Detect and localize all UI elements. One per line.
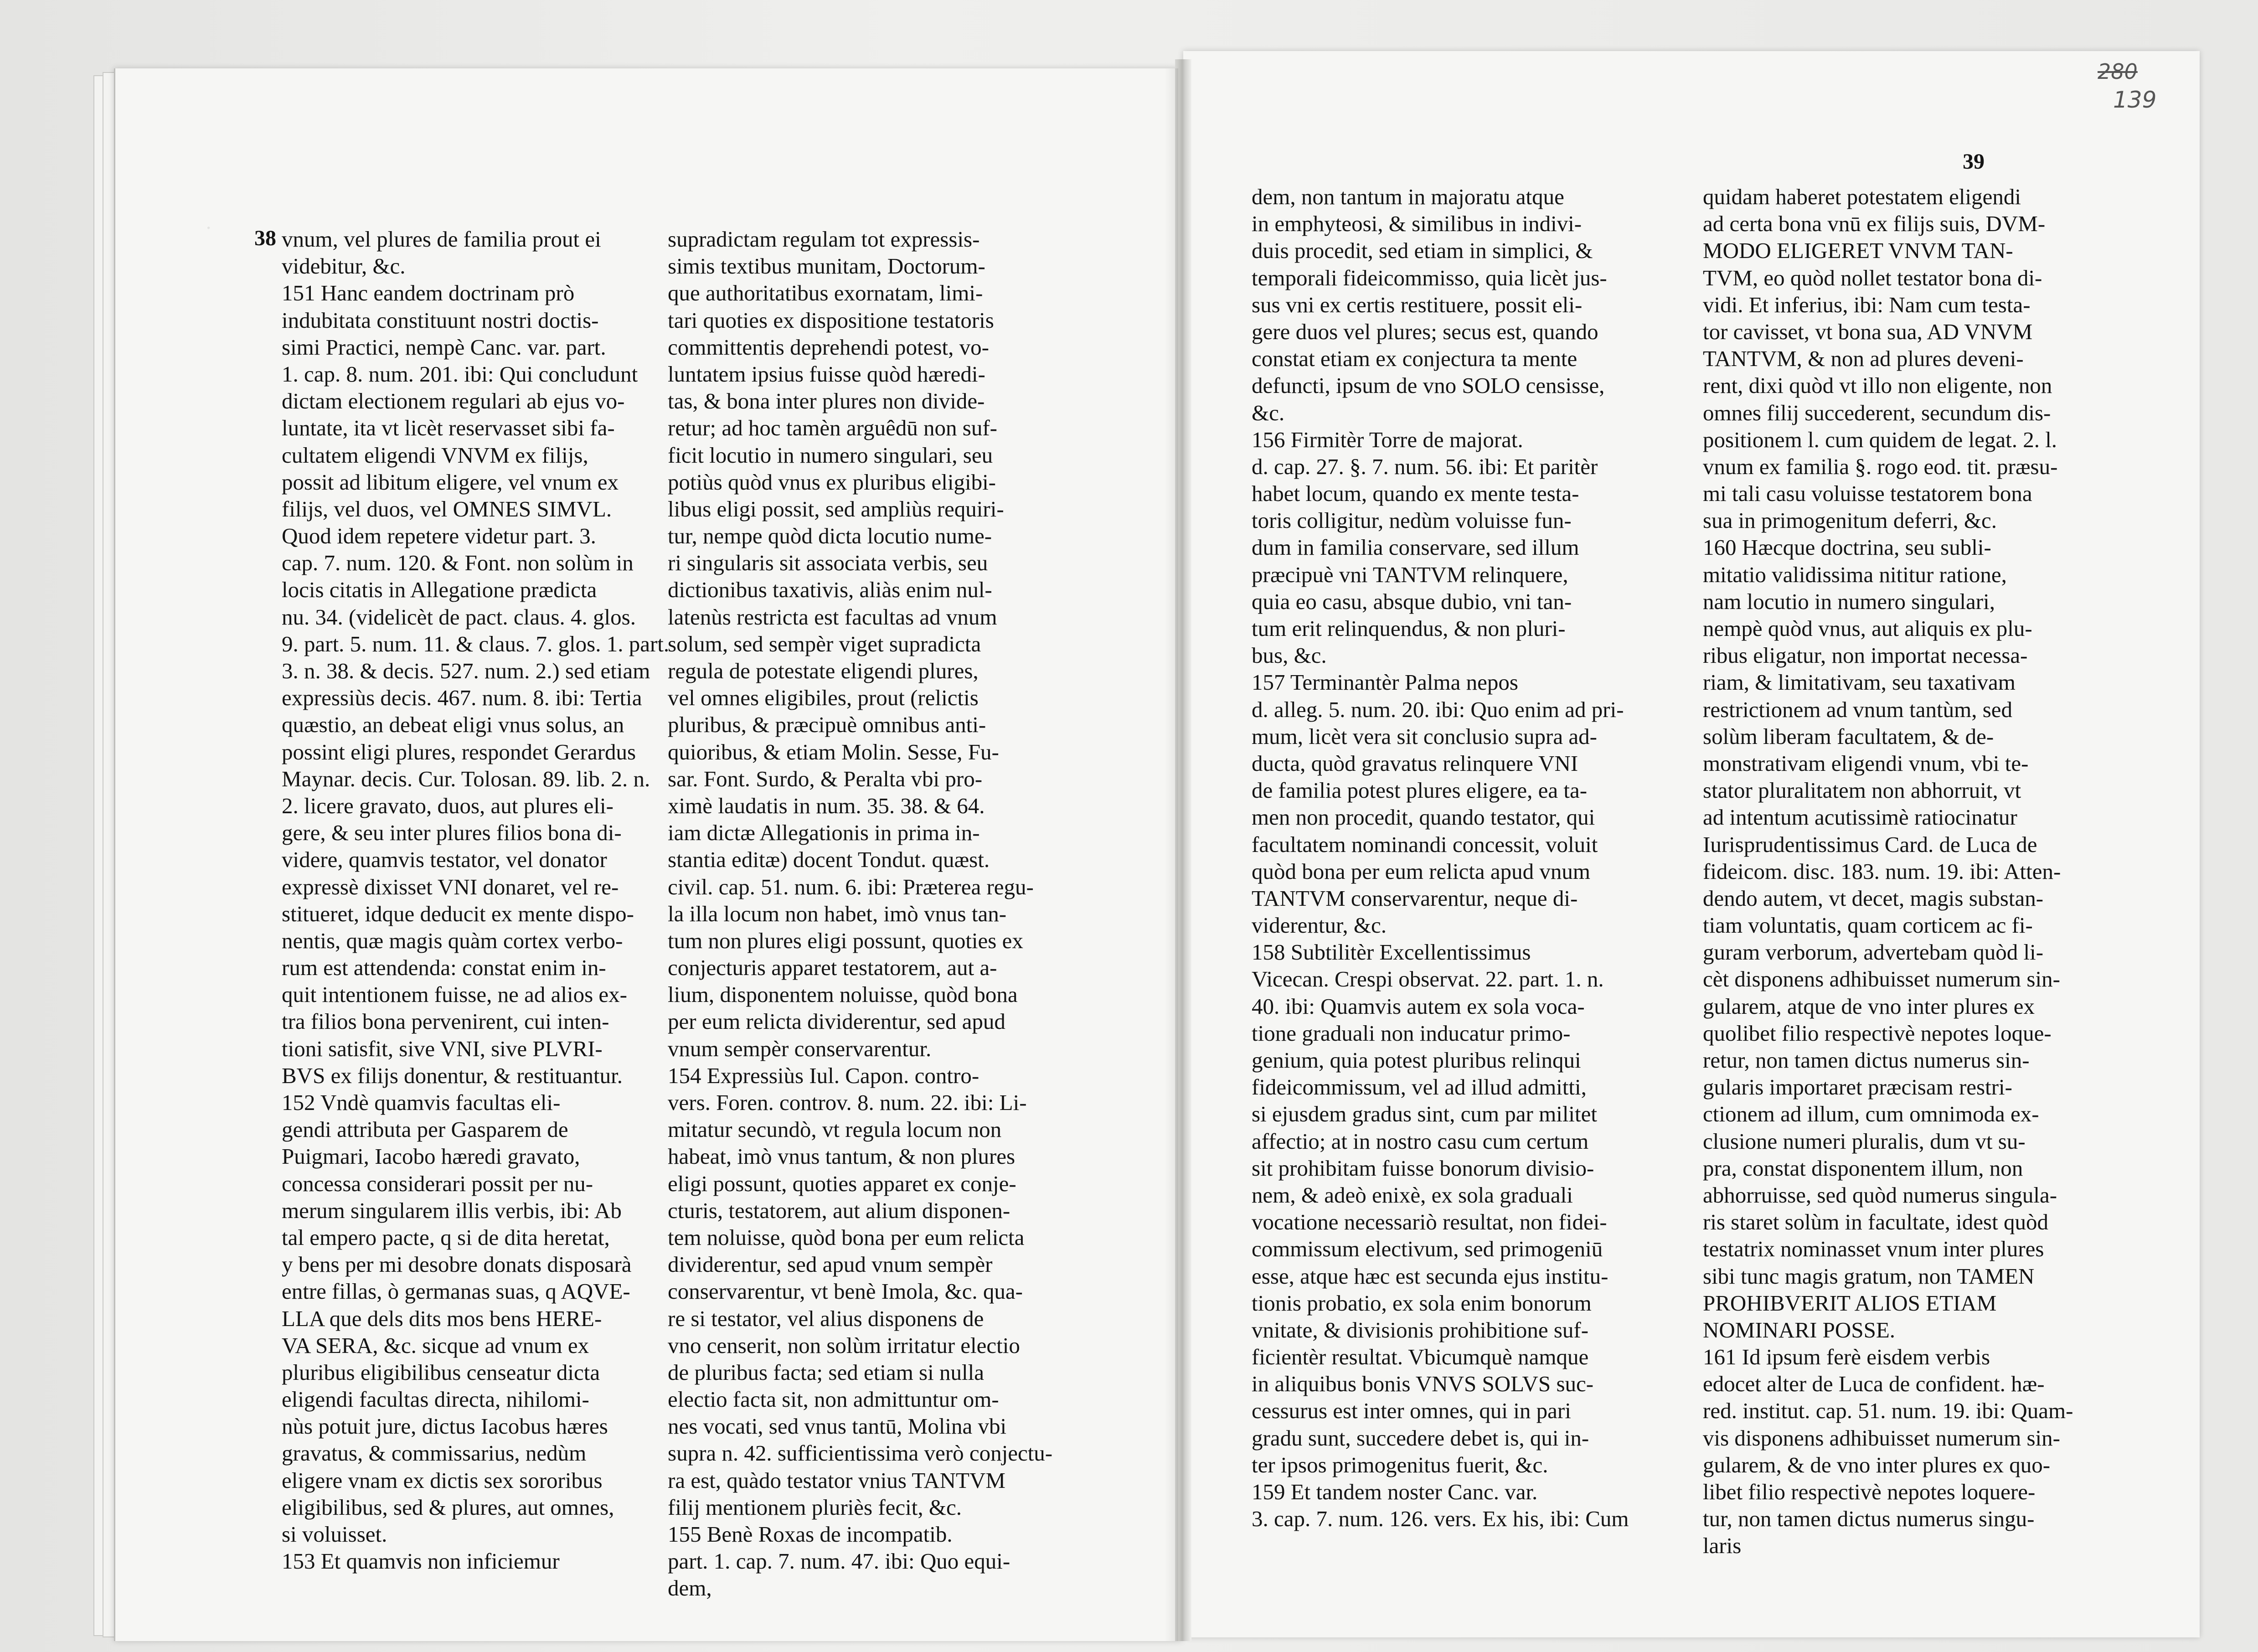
text-line: pluribus, & præcipuè omnibus anti-	[668, 712, 986, 738]
text-line: dictam electionem regulari ab ejus vo-	[282, 388, 625, 414]
text-line: ficientèr resultat. Vbicumquè namque	[1252, 1344, 1589, 1370]
text-line: videbitur, &c.	[282, 253, 406, 279]
text-line: gravatus, & commissarius, nedùm	[282, 1440, 587, 1466]
text-line: expressiùs decis. 467. num. 8. ibi: Tertia	[282, 685, 642, 711]
text-line: guram verborum, advertebam quòd li-	[1703, 940, 2044, 965]
fold-shadow	[1165, 68, 1178, 1641]
text-line: 154 Expressiùs Iul. Capon. contro-	[668, 1063, 979, 1088]
text-line: vnitate, & divisionis prohibitione suf-	[1252, 1317, 1589, 1342]
text-line: latenùs restricta est facultas ad vnum	[668, 604, 997, 630]
text-line: Vicecan. Crespi observat. 22. part. 1. n.	[1252, 966, 1604, 992]
text-line: indubitata constituunt nostri doctis-	[282, 307, 599, 333]
text-line: conjecturis apparet testatorem, aut a-	[668, 955, 997, 981]
text-line: quòd bona per eum relicta apud vnum	[1252, 858, 1590, 884]
text-line: tur, non tamen dictus numerus singu-	[1703, 1506, 2035, 1532]
manuscript-folio: 139	[2113, 87, 2157, 113]
text-line: nes vocati, sed vnus tantū, Molina vbi	[668, 1414, 1007, 1439]
text-line: habet locum, quando ex mente testa-	[1252, 481, 1579, 506]
text-line: Maynar. decis. Cur. Tolosan. 89. lib. 2. n.	[282, 766, 650, 791]
text-line: per eum relicta dividerentur, sed apud	[668, 1009, 1005, 1034]
text-line: eligibilibus, sed & plures, aut omnes,	[282, 1494, 614, 1520]
text-line: MODO ELIGERET VNVM TAN-	[1703, 238, 2013, 263]
text-line: cultatem eligendi VNVM ex filijs,	[282, 442, 588, 468]
text-line: sit prohibitam fuisse bonorum divisio-	[1252, 1155, 1594, 1181]
text-line: la illa locum non habet, imò vnus tan-	[668, 901, 1007, 926]
text-line: laris	[1703, 1533, 1742, 1559]
text-line: regula de potestate eligendi plures,	[668, 658, 979, 683]
text-line: toris colligitur, nedùm voluisse fun-	[1252, 508, 1572, 533]
text-line: LLA que dels dits mos bens HERE-	[282, 1306, 602, 1331]
text-line: in emphyteosi, & similibus in indivi-	[1252, 211, 1582, 237]
text-line: cturis, testatorem, aut alium disponen-	[668, 1198, 1010, 1223]
text-line: ad certa bona vnū ex filijs suis, DVM-	[1703, 211, 2046, 237]
text-line: duis procedit, sed etiam in simplici, &	[1252, 238, 1593, 263]
text-line: rum est attendenda: constat enim in-	[282, 955, 606, 981]
text-line: expressè dixisset VNI donaret, vel re-	[282, 874, 619, 899]
text-line: dendo autem, vt decet, magis substan-	[1703, 885, 2044, 911]
text-line: stitueret, idque deducit ex mente dispo-	[282, 901, 634, 926]
text-line: ximè laudatis in num. 35. 38. & 64.	[668, 793, 985, 818]
text-line: viderentur, &c.	[1252, 913, 1387, 938]
text-line: eligi possunt, quoties apparet ex conje-	[668, 1171, 1016, 1196]
text-line: mi tali casu voluisse testatorem bona	[1703, 481, 2032, 506]
text-line: lium, disponentem noluisse, quòd bona	[668, 982, 1018, 1007]
text-line: luntate, ita vt licèt reservasset sibi fa-	[282, 415, 615, 441]
text-line: NOMINARI POSSE.	[1703, 1317, 1896, 1342]
text-line: 156 Firmitèr Torre de majorat.	[1252, 427, 1523, 452]
text-line: quioribus, & etiam Molin. Sesse, Fu-	[668, 739, 999, 764]
text-line: gularis importaret præcisam restri-	[1703, 1074, 2012, 1100]
text-line: locis citatis in Allegatione prædicta	[282, 577, 597, 603]
text-line: supradictam regulam tot expressis-	[668, 227, 980, 252]
left-column-2	[668, 226, 1174, 1616]
text-line: 158 Subtilitèr Excellentissimus	[1252, 940, 1531, 965]
text-line: tra filios bona pervenirent, cui inten-	[282, 1009, 609, 1034]
text-line: facultatem nominandi concessit, voluit	[1252, 831, 1598, 857]
text-line: vis disponens adhibuisset numerum sin-	[1703, 1425, 2060, 1451]
text-line: monstrativam eligendi vnum, vbi te-	[1703, 750, 2029, 776]
text-line: 9. part. 5. num. 11. & claus. 7. glos. 1. part.	[282, 631, 670, 656]
text-line: VA SERA, &c. sicque ad vnum ex	[282, 1332, 589, 1358]
text-line: gularem, & de vno inter plures ex quo-	[1703, 1452, 2051, 1477]
text-line: nentis, quæ magis quàm cortex verbo-	[282, 928, 623, 953]
text-line: ficit locutio in numero singulari, seu	[668, 442, 993, 468]
text-line: dum in familia conservare, sed illum	[1252, 535, 1579, 560]
text-line: gradu sunt, succedere debet is, qui in-	[1252, 1425, 1589, 1451]
text-line: retur, non tamen dictus numerus sin-	[1703, 1048, 2030, 1073]
text-line: si voluisset.	[282, 1522, 387, 1547]
text-line: &c.	[1252, 400, 1285, 425]
text-line: defuncti, ipsum de vno SOLO censisse,	[1252, 373, 1605, 398]
text-line: ris staret solùm in facultate, idest quòd	[1703, 1209, 2048, 1235]
text-line: simi Practici, nempè Canc. var. part.	[282, 334, 606, 360]
text-line: dictionibus taxativis, aliàs enim nul-	[668, 577, 992, 603]
text-line: positionem l. cum quidem de legat. 2. l.	[1703, 427, 2057, 452]
text-line: solum, sed sempèr viget supradicta	[668, 631, 981, 656]
text-line: habeat, imò vnus tantum, & non plures	[668, 1144, 1016, 1169]
text-line: ducta, quòd gravatus relinquere VNI	[1252, 750, 1578, 776]
text-line: præcipuè vni TANTVM relinquere,	[1252, 562, 1568, 587]
text-line: tioni satisfit, sive VNI, sive PLVRI-	[282, 1036, 603, 1061]
text-line: dem, non tantum in majoratu atque	[1252, 184, 1564, 209]
text-line: vidi. Et inferius, ibi: Nam cum testa-	[1703, 292, 2031, 317]
text-line: concessa considerari possit per nu-	[282, 1171, 593, 1196]
text-line: cèt disponens adhibuisset numerum sin-	[1703, 966, 2060, 992]
text-line: in aliquibus bonis VNVS SOLVS suc-	[1252, 1371, 1594, 1397]
text-line: retur; ad hoc tamèn arguêdū non suf-	[668, 415, 997, 441]
text-line: men non procedit, quando testator, qui	[1252, 805, 1595, 830]
text-line: tem noluisse, quòd bona per eum relicta	[668, 1224, 1025, 1250]
text-line: vel omnes eligibiles, prout (relictis	[668, 685, 979, 711]
text-line: rent, dixi quòd vt illo non eligente, non	[1703, 373, 2052, 398]
text-line: d. alleg. 5. num. 20. ibi: Quo enim ad pri-	[1252, 697, 1624, 722]
text-line: TANTVM, & non ad plures deveni-	[1703, 346, 2024, 372]
text-line: commissum electivum, sed primogeniū	[1252, 1236, 1603, 1262]
text-line: vnum ex familia §. rogo eod. tit. præsu-	[1703, 454, 2058, 479]
text-line: pluribus eligibilibus censeatur dicta	[282, 1359, 600, 1385]
page-number: 38	[254, 226, 276, 250]
text-line: 157 Terminantèr Palma nepos	[1252, 670, 1518, 695]
text-line: mitatur secundò, vt regula locum non	[668, 1117, 1002, 1142]
text-line: sus vni ex certis restituere, possit eli-	[1252, 292, 1583, 317]
text-line: omnes filij succederent, secundum dis-	[1703, 400, 2051, 425]
text-line: fideicommissum, vel ad illud admitti,	[1252, 1074, 1587, 1100]
text-line: tari quoties ex dispositione testatoris	[668, 307, 994, 333]
text-line: videre, quamvis testator, vel donator	[282, 847, 607, 872]
text-line: tione graduali non inducatur primo-	[1252, 1020, 1571, 1046]
text-line: gularem, atque de vno inter plures ex	[1703, 993, 2035, 1019]
text-line: fideicom. disc. 183. num. 19. ibi: Atten-	[1703, 858, 2061, 884]
text-line: gendi attributa per Gasparem de	[282, 1117, 568, 1142]
text-line: dividerentur, sed apud vnum sempèr	[668, 1252, 993, 1277]
text-line: nu. 34. (videlicèt de pact. claus. 4. glos.	[282, 604, 636, 630]
text-line: solùm liberam facultatem, & de-	[1703, 723, 1994, 749]
text-line: stator pluralitatem non abhorruit, vt	[1703, 778, 2021, 803]
text-line: constat etiam ex conjectura ta mente	[1252, 346, 1578, 372]
text-line: tas, & bona inter plures non divide-	[668, 388, 985, 414]
text-line: PROHIBVERIT ALIOS ETIAM	[1703, 1290, 1997, 1316]
text-line: possint eligi plures, respondet Gerardus	[282, 739, 636, 764]
text-line: ri singularis sit associata verbis, seu	[668, 550, 988, 576]
text-line: abhorruisse, sed quòd numerus singula-	[1703, 1182, 2057, 1208]
text-line: esse, atque hæc est secunda ejus institu-	[1252, 1263, 1608, 1289]
text-line: si ejusdem gradus sint, cum par militet	[1252, 1101, 1598, 1127]
text-line: 161 Id ipsum ferè eisdem verbis	[1703, 1344, 1990, 1370]
text-line: tor cavisset, vt bona sua, AD VNVM	[1703, 319, 2033, 344]
text-line: ra est, quàdo testator vnius TANTVM	[668, 1467, 1005, 1493]
text-line: eligere vnam ex dictis sex sororibus	[282, 1467, 603, 1493]
text-line: genium, quia potest pluribus relinqui	[1252, 1048, 1581, 1073]
text-line: possit ad libitum eligere, vel vnum ex	[282, 469, 619, 495]
text-line: 152 Vndè quamvis facultas eli-	[282, 1090, 561, 1115]
text-line: cap. 7. num. 120. & Font. non solùm in	[282, 550, 634, 576]
left-page	[114, 68, 1182, 1641]
text-line: stantia editæ) docent Tondut. quæst.	[668, 847, 990, 872]
text-line: affectio; at in nostro casu cum certum	[1252, 1128, 1589, 1154]
text-line: testatrix nominasset vnum inter plures	[1703, 1236, 2044, 1262]
bleed-through-text: .	[206, 210, 212, 233]
text-line: libus eligi possit, sed ampliùs requiri-	[668, 496, 1004, 521]
text-line: luntatem ipsius fuisse quòd hæredi-	[668, 361, 985, 387]
text-line: tiam voluntatis, quam corticem ac fi-	[1703, 913, 2033, 938]
text-line: edocet alter de Luca de confident. hæ-	[1703, 1371, 2045, 1397]
manuscript-folio-struck: 280	[2098, 59, 2138, 84]
text-line: gere duos vel plures; secus est, quando	[1252, 319, 1598, 344]
text-line: 3. cap. 7. num. 126. vers. Ex his, ibi: Cum	[1252, 1506, 1629, 1532]
text-line: sua in primogenitum deferri, &c.	[1703, 508, 1997, 533]
text-line: 151 Hanc eandem doctrinam prò	[282, 280, 575, 306]
text-line: mum, licèt vera sit conclusio supra ad-	[1252, 723, 1597, 749]
text-line: 40. ibi: Quamvis autem ex sola voca-	[1252, 993, 1585, 1019]
text-line: 153 Et quamvis non inficiemur	[282, 1549, 560, 1574]
text-line: Quod idem repetere videtur part. 3.	[282, 523, 596, 549]
text-line: que authoritatibus exornatam, limi-	[668, 280, 983, 306]
text-line: vers. Foren. controv. 8. num. 22. ibi: Li-	[668, 1090, 1027, 1115]
text-line: filij mentionem pluriès fecit, &c.	[668, 1494, 962, 1520]
text-line: nem, & adeò enixè, ex sola graduali	[1252, 1182, 1573, 1208]
text-line: nùs potuit jure, dictus Iacobus hæres	[282, 1414, 608, 1439]
text-line: d. cap. 27. §. 7. num. 56. ibi: Et paritèr	[1252, 454, 1598, 479]
text-line: vnum, vel plures de familia prout ei	[282, 227, 601, 252]
text-line: 160 Hæcque doctrina, seu subli-	[1703, 535, 1991, 560]
text-line: cessurus est inter omnes, qui in pari	[1252, 1398, 1571, 1424]
text-line: vnum sempèr conservarentur.	[668, 1036, 932, 1061]
text-line: dem,	[668, 1575, 712, 1601]
text-line: riam, & limitativam, seu taxativam	[1703, 670, 2016, 695]
text-line: bus, &c.	[1252, 643, 1327, 668]
text-line: iam dictæ Allegationis in prima in-	[668, 820, 980, 846]
text-line: filijs, vel duos, vel OMNES SIMVL.	[282, 496, 612, 521]
text-line: quolibet filio respectivè nepotes loque-	[1703, 1020, 2052, 1046]
right-column-2	[1703, 183, 2186, 1578]
text-line: committentis deprehendi potest, vo-	[668, 334, 989, 360]
text-line: sar. Font. Surdo, & Peralta vbi pro-	[668, 766, 983, 791]
text-line: gere, & seu inter plures filios bona di-	[282, 820, 622, 846]
text-line: potiùs quòd vnus ex pluribus eligibi-	[668, 469, 996, 495]
text-line: part. 1. cap. 7. num. 47. ibi: Quo equi-	[668, 1549, 1010, 1574]
text-line: 159 Et tandem noster Canc. var.	[1252, 1479, 1538, 1504]
text-line: tionis probatio, ex sola enim bonorum	[1252, 1290, 1592, 1316]
text-line: ctionem ad illum, cum omnimoda ex-	[1703, 1101, 2039, 1127]
text-line: tum erit relinquendus, & non pluri-	[1252, 616, 1566, 641]
text-line: ter ipsos primogenitus fuerit, &c.	[1252, 1452, 1548, 1477]
right-column-1	[1252, 183, 1735, 1578]
text-line: BVS ex filijs donentur, & restituantur.	[282, 1063, 623, 1088]
text-line: 3. n. 38. & decis. 527. num. 2.) sed etiam	[282, 658, 650, 683]
text-line: 2. licere gravato, duos, aut plures eli-	[282, 793, 613, 818]
text-line: quæstio, an debeat eligi vnus solus, an	[282, 712, 624, 738]
text-line: TVM, eo quòd nollet testator bona di-	[1703, 265, 2042, 290]
page-number: 39	[1963, 150, 1985, 174]
text-line: vno censerit, non solùm irritatur electio	[668, 1332, 1020, 1358]
text-line: tum non plures eligi possunt, quoties ex	[668, 928, 1023, 953]
text-line: ribus eligatur, non importat necessa-	[1703, 643, 2028, 668]
text-line: TANTVM conservarentur, neque di-	[1252, 885, 1578, 911]
text-line: ad intentum acutissimè ratiocinatur	[1703, 805, 2017, 830]
text-line: clusione numeri pluralis, dum vt su-	[1703, 1128, 2026, 1154]
text-line: tal empero pacte, q si de dita heretat,	[282, 1224, 610, 1250]
text-line: civil. cap. 51. num. 6. ibi: Præterea regu-	[668, 874, 1034, 899]
text-line: Iurisprudentissimus Card. de Luca de	[1703, 831, 2037, 857]
text-line: red. institut. cap. 51. num. 19. ibi: Quam-	[1703, 1398, 2073, 1424]
text-line: libet filio respectivè nepotes loquere-	[1703, 1479, 2036, 1504]
text-line: electio facta sit, non admittuntur om-	[668, 1387, 999, 1412]
text-line: entre fillas, ò germanas suas, q AQVE-	[282, 1279, 630, 1304]
text-line: supra n. 42. sufficientissima verò conjectu-	[668, 1440, 1053, 1466]
text-line: vocatione necessariò resultat, non fidei-	[1252, 1209, 1607, 1235]
text-line: 155 Benè Roxas de incompatib.	[668, 1522, 953, 1547]
text-line: nam locutio in numero singulari,	[1703, 589, 1995, 614]
text-line: de familia potest plures eligere, ea ta-	[1252, 778, 1588, 803]
text-line: quidam haberet potestatem eligendi	[1703, 184, 2021, 209]
text-line: eligendi facultas directa, nihilomi-	[282, 1387, 589, 1412]
text-line: re si testator, vel alius disponens de	[668, 1306, 984, 1331]
text-line: simis textibus munitam, Doctorum-	[668, 253, 985, 279]
text-line: mitatio validissima nititur ratione,	[1703, 562, 2007, 587]
right-page	[1183, 51, 2200, 1637]
text-line: pra, constat disponentem illum, non	[1703, 1155, 2023, 1181]
text-line: y bens per mi desobre donats disposarà	[282, 1252, 632, 1277]
text-line: quia eo casu, absque dubio, vni tan-	[1252, 589, 1572, 614]
text-line: temporali fideicommisso, quia licèt jus-	[1252, 265, 1607, 290]
text-line: de pluribus facta; sed etiam si nulla	[668, 1359, 984, 1385]
text-line: Puigmari, Iacobo hæredi gravato,	[282, 1144, 580, 1169]
text-line: conservarentur, vt benè Imola, &c. qua-	[668, 1279, 1023, 1304]
text-line: nempè quòd vnus, aut aliquis ex plu-	[1703, 616, 2032, 641]
text-line: 1. cap. 8. num. 201. ibi: Qui concludunt	[282, 361, 638, 387]
text-line: tur, nempe quòd dicta locutio nume-	[668, 523, 992, 549]
text-line: merum singularem illis verbis, ibi: Ab	[282, 1198, 622, 1223]
text-line: quit intentionem fuisse, ne ad alios ex-	[282, 982, 627, 1007]
text-line: restrictionem ad vnum tantùm, sed	[1703, 697, 2013, 722]
text-line: sibi tunc magis gratum, non TAMEN	[1703, 1263, 2035, 1289]
